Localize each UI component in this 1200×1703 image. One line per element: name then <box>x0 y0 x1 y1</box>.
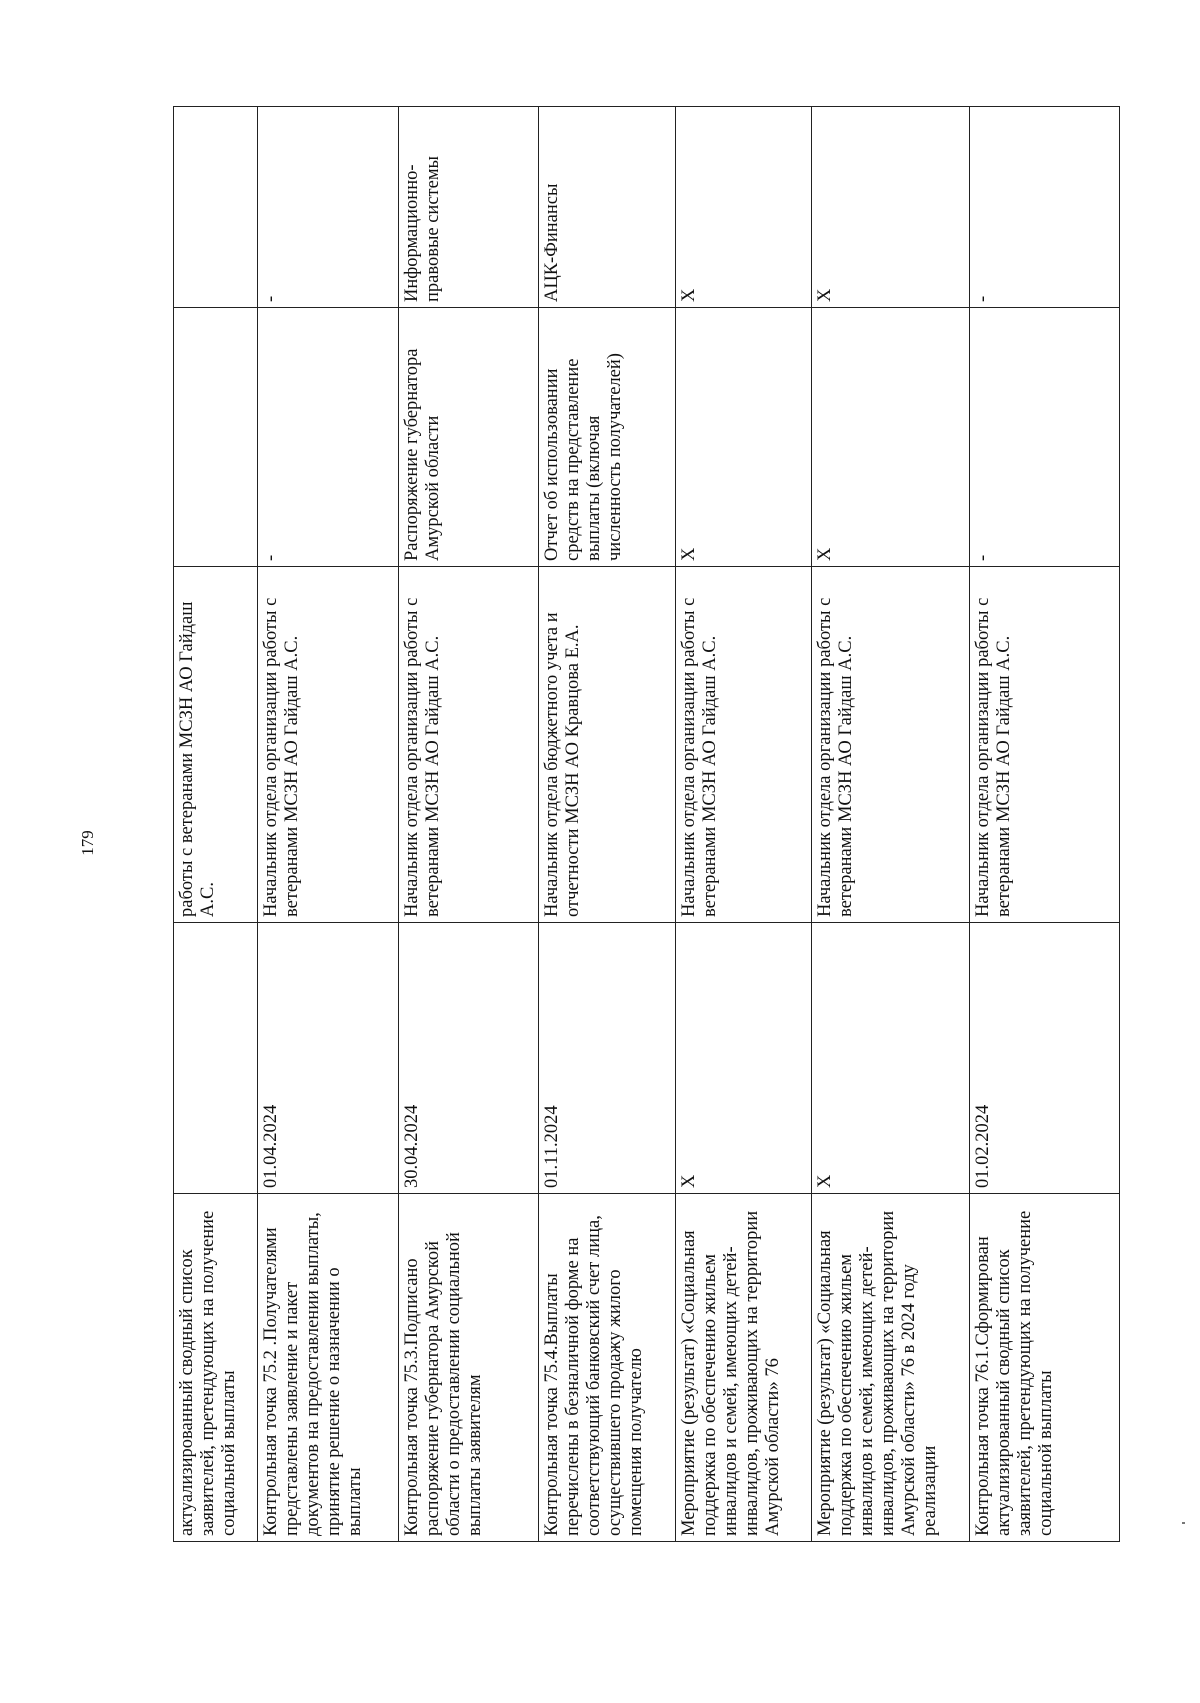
document-cell: X <box>676 308 812 567</box>
table-row <box>539 107 676 1542</box>
system-cell: - <box>970 107 1120 308</box>
date-cell: X <box>812 923 970 1194</box>
date-cell: 30.04.2024 <box>399 923 539 1194</box>
document-cell: Распоряжение губернатора Амурской области <box>399 308 539 567</box>
system-cell: - <box>258 107 399 308</box>
date-cell <box>174 923 258 1194</box>
page-number: 179 <box>78 830 97 856</box>
responsible-cell: Начальник отдела бюджетного учета и отчетности МСЗН АО Кравцова Е.А. <box>539 567 676 923</box>
responsible-cell: работы с ветеранами МСЗН АО Гайдаш А.С. <box>174 567 258 923</box>
table-row <box>399 107 539 1542</box>
event-cell: Мероприятие (результат) «Социальная поддержка по обеспечению жильем инвалидов и семей, имеющих детей-инвалидов, проживающих на территории Амурской области» 76 в 2024 году реализации <box>812 1194 970 1542</box>
responsible-cell: Начальник отдела организации работы с ветеранами МСЗН АО Гайдаш А.С. <box>970 567 1120 923</box>
event-cell: Контрольная точка 75.2 .Получателями представлены заявление и пакет документов на предоставлении выплаты, принятие решение о назначении о выплаты <box>258 1194 399 1542</box>
date-cell: 01.11.2024 <box>539 923 676 1194</box>
event-cell: актуализированный сводный список заявителей, претендующих на получение социальной выплаты <box>174 1194 258 1542</box>
document-cell: X <box>812 308 970 567</box>
date-cell: 01.02.2024 <box>970 923 1120 1194</box>
system-cell: X <box>676 107 812 308</box>
control-points-table <box>173 106 1120 1542</box>
scan-speck <box>1182 1522 1185 1524</box>
event-cell: Контрольная точка 75.3.Подписано распоряжение губернатора Амурской области о предоставлении социальной выплаты заявителям <box>399 1194 539 1542</box>
system-cell: X <box>812 107 970 308</box>
date-cell: X <box>676 923 812 1194</box>
document-cell <box>174 308 258 567</box>
document-cell: - <box>970 308 1120 567</box>
responsible-cell: Начальник отдела организации работы с ветеранами МСЗН АО Гайдаш А.С. <box>399 567 539 923</box>
event-cell: Мероприятие (результат) «Социальная поддержка по обеспечению жильем инвалидов и семей, имеющих детей-инвалидов, проживающих на территории Амурской области» 76 <box>676 1194 812 1542</box>
table-row <box>258 107 399 1542</box>
system-cell: Информационно-правовые системы <box>399 107 539 308</box>
table-row <box>970 107 1120 1542</box>
responsible-cell: Начальник отдела организации работы с ветеранами МСЗН АО Гайдаш А.С. <box>812 567 970 923</box>
document-cell: Отчет об использовании средств на представление выплаты (включая численность получателей) <box>539 308 676 567</box>
event-cell: Контрольная точка 75.4.Выплаты перечислены в безналичной форме на соответствующий банковский счет лица, осуществившего продажу жилого помещения получателю <box>539 1194 676 1542</box>
system-cell: АЦК-Финансы <box>539 107 676 308</box>
system-cell <box>174 107 258 308</box>
table-row <box>174 107 258 1542</box>
table-row <box>676 107 812 1542</box>
document-cell: - <box>258 308 399 567</box>
date-cell: 01.04.2024 <box>258 923 399 1194</box>
table-row <box>812 107 970 1542</box>
responsible-cell: Начальник отдела организации работы с ветеранами МСЗН АО Гайдаш А.С. <box>676 567 812 923</box>
responsible-cell: Начальник отдела организации работы с ветеранами МСЗН АО Гайдаш А.С. <box>258 567 399 923</box>
event-cell: Контрольная точка 76.1.Сформирован актуализированный сводный список заявителей, претендующих на получение социальной выплаты <box>970 1194 1120 1542</box>
